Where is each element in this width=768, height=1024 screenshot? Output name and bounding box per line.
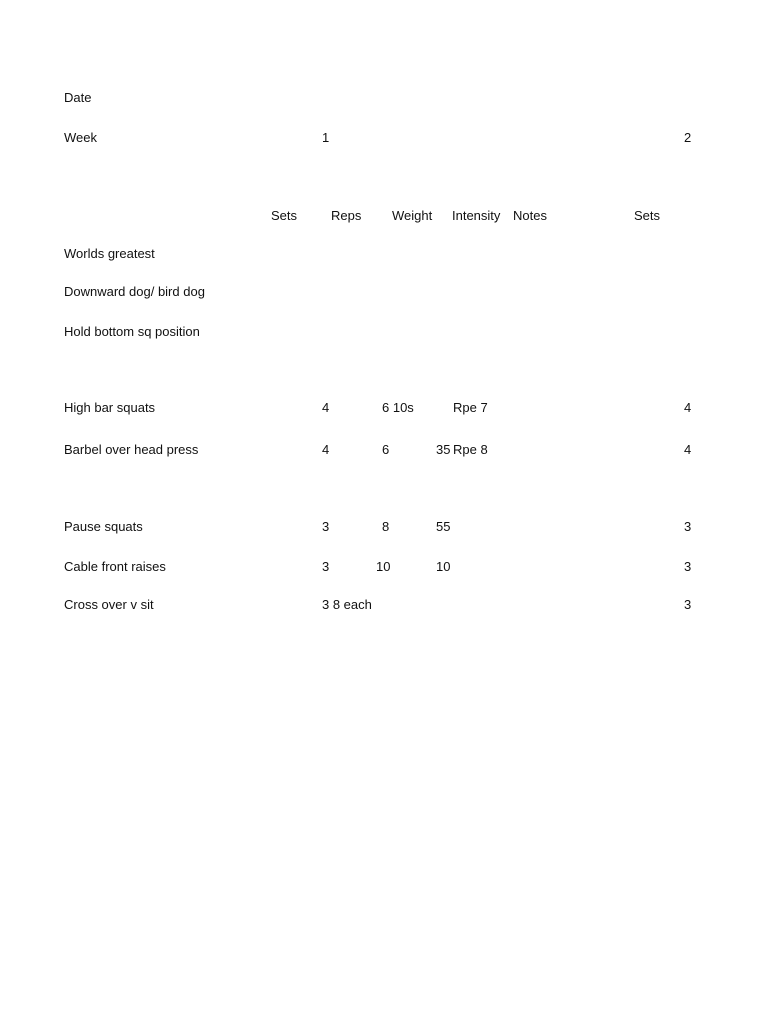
- sets-week2-value: 3: [684, 559, 692, 574]
- sets-reps-value: 3 8 each: [322, 597, 372, 612]
- sets-week2-value: 4: [684, 400, 692, 415]
- sets-value: 3: [322, 559, 330, 574]
- week-label: Week: [64, 130, 97, 145]
- exercise-name: Downward dog/ bird dog: [64, 284, 205, 299]
- sets-value: 3: [322, 519, 330, 534]
- intensity-value: Rpe 8: [453, 442, 488, 457]
- reps-value: 6: [382, 442, 390, 457]
- column-header-sets-week2: Sets: [634, 208, 661, 223]
- sets-week2-value: 3: [684, 597, 692, 612]
- sets-week2-value: 3: [684, 519, 692, 534]
- column-header-sets: Sets: [271, 208, 298, 223]
- exercise-name: Hold bottom sq position: [64, 324, 200, 339]
- column-header-notes: Notes: [513, 208, 547, 223]
- sets-value: 4: [322, 400, 330, 415]
- reps-value: 6 10s: [382, 400, 414, 415]
- exercise-name: High bar squats: [64, 400, 156, 415]
- exercise-name: Pause squats: [64, 519, 143, 534]
- date-label: Date: [64, 90, 92, 105]
- intensity-value: Rpe 7: [453, 400, 488, 415]
- column-header-weight: Weight: [392, 208, 433, 223]
- exercise-name: Barbel over head press: [64, 442, 199, 457]
- week-1-value: 1: [322, 130, 330, 145]
- sets-value: 4: [322, 442, 330, 457]
- week-2-value: 2: [684, 130, 692, 145]
- weight-value: 35: [436, 442, 451, 457]
- column-header-reps: Reps: [331, 208, 362, 223]
- reps-value: 8: [382, 519, 390, 534]
- weight-value: 10: [436, 559, 451, 574]
- reps-value: 10: [376, 559, 391, 574]
- exercise-name: Cross over v sit: [64, 597, 154, 612]
- exercise-name: Worlds greatest: [64, 246, 155, 261]
- column-header-intensity: Intensity: [452, 208, 501, 223]
- weight-value: 55: [436, 519, 451, 534]
- exercise-name: Cable front raises: [64, 559, 166, 574]
- sets-week2-value: 4: [684, 442, 692, 457]
